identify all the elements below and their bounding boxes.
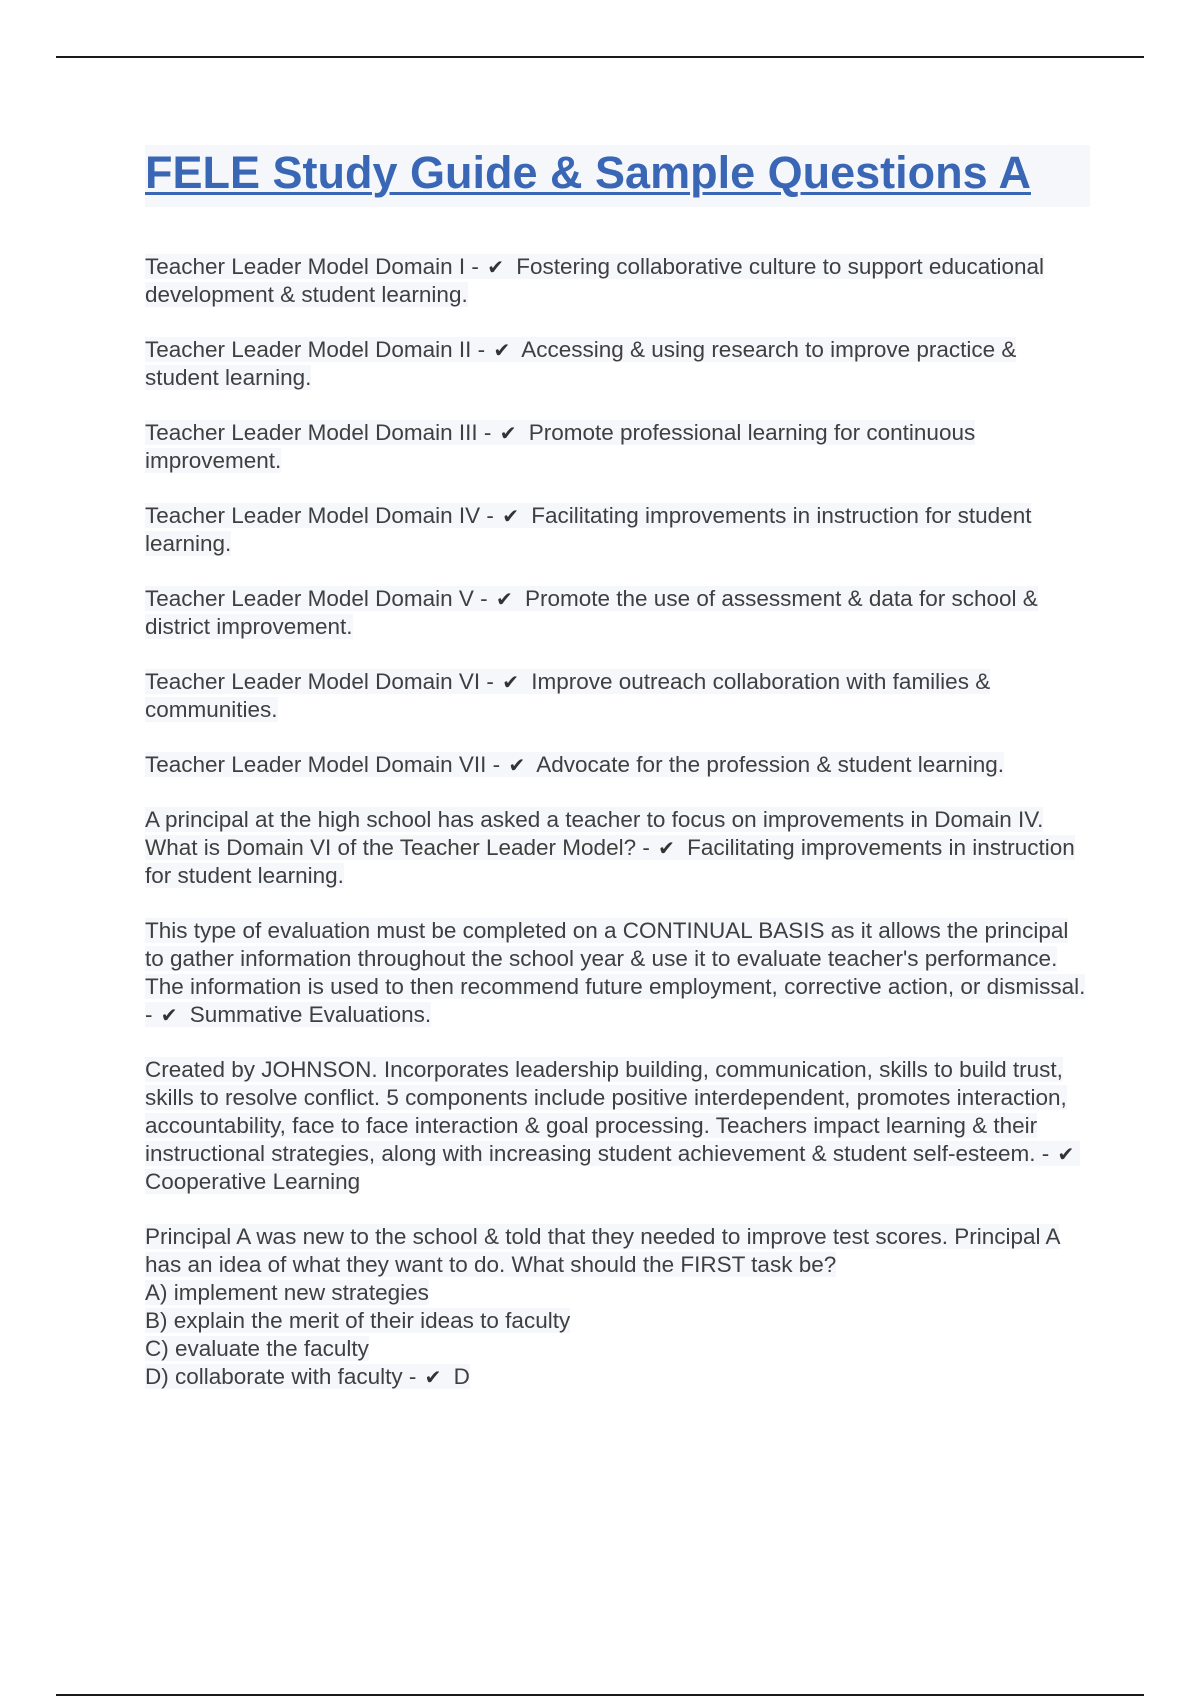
qa-question: Teacher Leader Model Domain II - <box>145 337 486 362</box>
qa-question: Teacher Leader Model Domain III - <box>145 420 492 445</box>
qa-answer: Summative Evaluations. <box>189 1002 432 1027</box>
qa-list <box>145 253 1090 1391</box>
checkmark-icon: ✔ <box>495 587 513 611</box>
last-option-label: D) collaborate with faculty - <box>145 1364 417 1389</box>
qa-item <box>145 806 1090 890</box>
qa-item <box>145 751 1090 779</box>
checkmark-icon: ✔ <box>502 504 519 528</box>
answer-option <box>145 1363 1090 1391</box>
checkmark-icon: ✔ <box>487 255 504 279</box>
footer-rule <box>56 1694 1144 1696</box>
qa-question: Teacher Leader Model Domain VII - <box>145 752 501 777</box>
document-body <box>145 145 1090 1418</box>
qa-item <box>145 668 1090 724</box>
qa-answer: Facilitating improvements in instruction for student learning. <box>145 835 1075 888</box>
qa-item <box>145 502 1090 558</box>
qa-question: This type of evaluation must be completed on a CONTINUAL BASIS as it allows the principal to gather information throughout the school year & use it to evaluate teacher's performance. The information is used to then recommend future employment, corrective action, or dismissal. - <box>145 918 1086 1027</box>
qa-item <box>145 1056 1090 1196</box>
answer-option: A) implement new strategies <box>145 1280 429 1305</box>
qa-item <box>145 336 1090 392</box>
title-block <box>145 145 1090 207</box>
checkmark-icon: ✔ <box>508 753 526 777</box>
qa-question: Teacher Leader Model Domain VI - <box>145 669 494 694</box>
qa-question: Teacher Leader Model Domain I - <box>145 254 479 279</box>
answer-option: B) explain the merit of their ideas to faculty <box>145 1308 571 1333</box>
checkmark-icon: ✔ <box>493 338 511 362</box>
qa-answer: Promote the use of assessment & data for school & district improvement. <box>145 586 1038 639</box>
answer-option: C) evaluate the faculty <box>145 1336 369 1361</box>
qa-question: A principal at the high school has asked a teacher to focus on improvements in Domain IV. What is Domain VI of the Teacher Leader Model? - <box>145 807 1044 860</box>
qa-answer: D <box>453 1364 470 1389</box>
qa-answer: Promote professional learning for continuous improvement. <box>145 420 976 473</box>
qa-answer: Accessing & using research to improve practice & student learning. <box>145 337 1017 390</box>
qa-item-multiple-choice <box>145 1223 1090 1391</box>
qa-item <box>145 253 1090 309</box>
qa-item <box>145 419 1090 475</box>
qa-answer: Advocate for the profession & student learning. <box>536 752 1005 777</box>
qa-question: Created by JOHNSON. Incorporates leadership building, communication, skills to build trust, skills to resolve conflict. 5 components include positive interdependent, promotes interaction, accountability, face to face interaction & goal processing. Teachers impact learning & their instructional strategies, along with increasing student achievement & student self-esteem. - <box>145 1057 1067 1166</box>
qa-item <box>145 917 1090 1029</box>
checkmark-icon: ✔ <box>502 670 519 694</box>
qa-answer: Facilitating improvements in instruction for student learning. <box>145 503 1032 556</box>
checkmark-icon: ✔ <box>160 1003 178 1027</box>
qa-question: Principal A was new to the school & told that they needed to improve test scores. Principal A has an idea of what they want to do. What should the FIRST task be? <box>145 1224 1060 1277</box>
qa-item <box>145 585 1090 641</box>
qa-question: Teacher Leader Model Domain IV - <box>145 503 494 528</box>
checkmark-icon: ✔ <box>1057 1142 1075 1166</box>
qa-answer: Cooperative Learning <box>145 1169 361 1194</box>
qa-answer: Fostering collaborative culture to support educational development & student learning. <box>145 254 1045 307</box>
checkmark-icon: ✔ <box>658 836 675 860</box>
qa-answer: Improve outreach collaboration with families & communities. <box>145 669 991 722</box>
checkmark-icon: ✔ <box>424 1365 442 1389</box>
header-rule <box>56 56 1144 58</box>
document-title-link[interactable]: FELE Study Guide & Sample Questions A <box>145 147 1031 198</box>
checkmark-icon: ✔ <box>499 421 517 445</box>
qa-question: Teacher Leader Model Domain V - <box>145 586 488 611</box>
